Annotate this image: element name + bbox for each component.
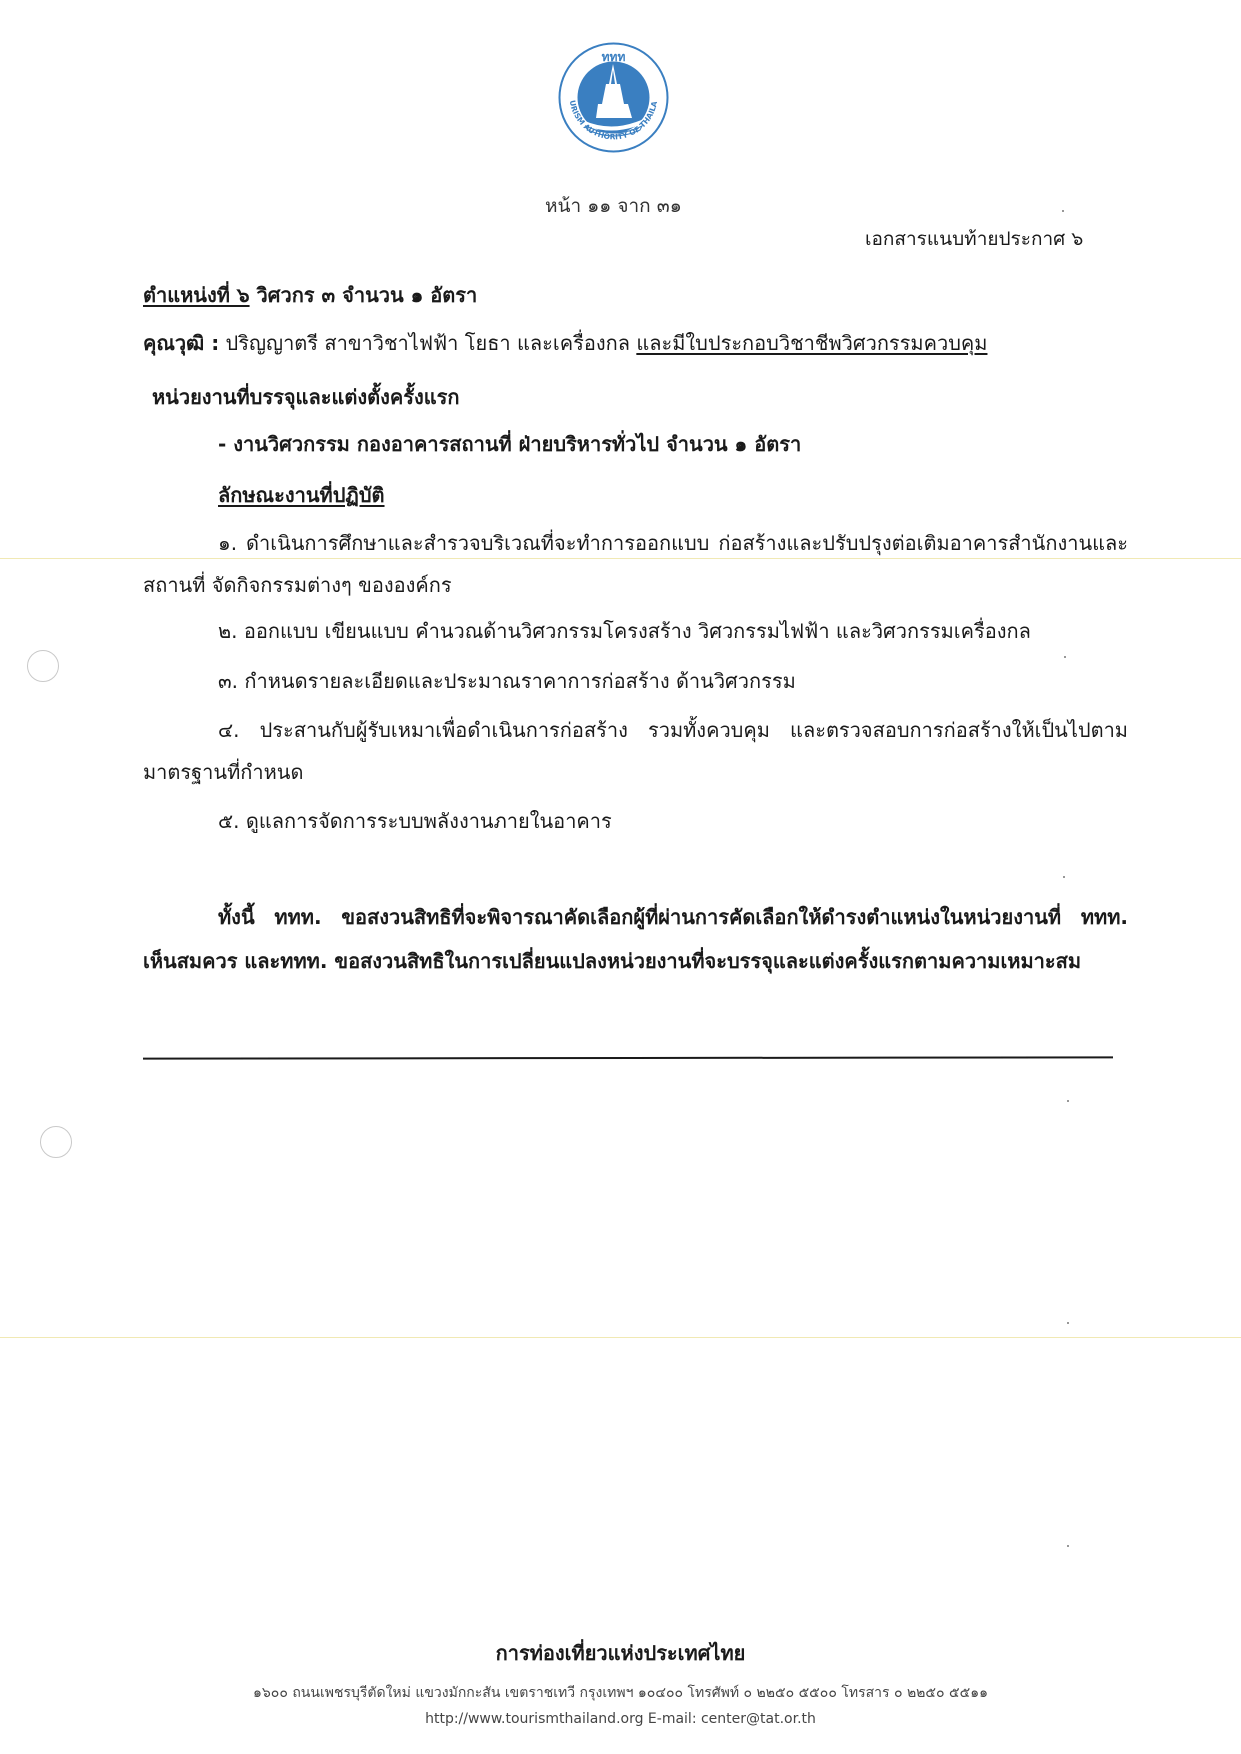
- scan-dust-dot: [1064, 656, 1066, 658]
- horizontal-rule: [143, 1056, 1113, 1059]
- reservation-note: ทั้งนี้ ททท. ขอสงวนสิทธิที่จะพิจารณาคัดเลือกผู้ที่ผ่านการคัดเลือกให้ดำรงตำแหน่งในหน่วยงานที่ ททท. เห็นสมควร และททท. ขอสงวนสิทธิในการเปลี่ยนแปลงหน่วยงานที่จะบรรจุและแต่งครั้งแรกตามความเหมาะสม: [143, 905, 1128, 973]
- duties-heading: ลักษณะงานที่ปฏิบัติ: [218, 483, 385, 507]
- position-label: ตำแหน่งที่ ๖: [143, 283, 250, 307]
- unit-heading: หน่วยงานที่บรรจุและแต่งตั้งครั้งแรก: [152, 385, 460, 409]
- qualification-line: [143, 330, 987, 356]
- scan-dust-dot: [1067, 1100, 1069, 1102]
- footer-address: ๑๖๐๐ ถนนเพชรบุรีตัดใหม่ แขวงมักกะสัน เขตราชเทวี กรุงเทพฯ ๑๐๔๐๐ โทรศัพท์ ๐ ๒๒๕๐ ๕๕๐๐ โทรสาร ๐ ๒๒๕๐ ๕๕๑๑: [253, 1685, 988, 1701]
- position-title: วิศวกร ๓ จำนวน ๑ อัตรา: [249, 283, 478, 307]
- qualification-label: คุณวุฒิ :: [143, 331, 220, 355]
- duty-item: ๔. ประสานกับผู้รับเหมาเพื่อดำเนินการก่อสร้าง รวมทั้งควบคุม และตรวจสอบการก่อสร้างให้เป็นไปตามมาตรฐานที่กำหนด: [143, 718, 1128, 784]
- logo-ring-text: URISM AUTHORITY OF THAILA: [567, 99, 660, 142]
- scan-dust-dot: [1063, 876, 1065, 878]
- duty-item: ๑. ดำเนินการศึกษาและสำรวจบริเวณที่จะทำการออกแบบ ก่อสร้างและปรับปรุงต่อเติมอาคารสำนักงานและสถานที่ จัดกิจกรรมต่างๆ ขององค์กร: [143, 531, 1128, 597]
- punch-hole-mark: [27, 650, 59, 682]
- punch-hole-mark: [40, 1126, 72, 1158]
- scan-dust-dot: [1062, 210, 1064, 212]
- scan-dust-dot: [1067, 1322, 1069, 1324]
- position-line: [143, 282, 477, 308]
- annex-label: เอกสารแนบท้ายประกาศ ๖: [865, 228, 1084, 250]
- duty-item: ๕. ดูแลการจัดการระบบพลังงานภายในอาคาร: [218, 809, 612, 833]
- duty-item: ๒. ออกแบบ เขียนแบบ คำนวณด้านวิศวกรรมโครงสร้าง วิศวกรรมไฟฟ้า และวิศวกรรมเครื่องกล: [218, 619, 1031, 643]
- tat-logo-icon: [556, 40, 671, 155]
- scan-artifact-line: [0, 1337, 1241, 1338]
- scan-dust-dot: [1067, 1545, 1069, 1547]
- qualification-license: และมีใบประกอบวิชาชีพวิศวกรรมควบคุม: [636, 331, 988, 355]
- logo-initials: ททท: [601, 50, 626, 64]
- qualification-text: ปริญญาตรี สาขาวิชาไฟฟ้า โยธา และเครื่องกล: [219, 331, 637, 355]
- footer-web-email: http://www.tourismthailand.org E-mail: center@tat.or.th: [425, 1711, 816, 1727]
- unit-item: - งานวิศวกรรม กองอาคารสถานที่ ฝ่ายบริหารทั่วไป จำนวน ๑ อัตรา: [218, 432, 802, 456]
- duty-item: ๓. กำหนดรายละเอียดและประมาณราคาการก่อสร้าง ด้านวิศวกรรม: [218, 669, 796, 693]
- page-number: หน้า ๑๑ จาก ๓๑: [545, 195, 682, 217]
- footer-org-name: การท่องเที่ยวแห่งประเทศไทย: [495, 1641, 746, 1665]
